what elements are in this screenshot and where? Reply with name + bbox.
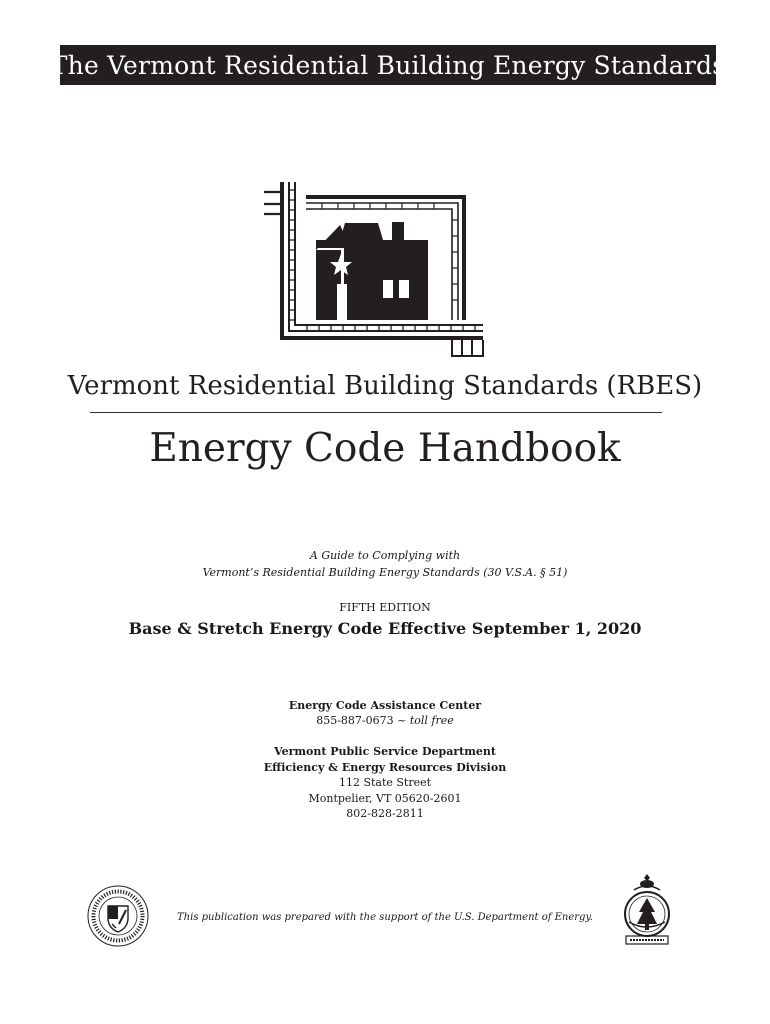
department-of-energy-seal-icon — [86, 884, 150, 948]
city-address: Montpelier, VT 05620-2601 — [308, 792, 462, 805]
phone-number: 855-887-0673 ~ — [316, 714, 410, 727]
phone-note: toll free — [409, 714, 454, 727]
street-address: 112 State Street — [338, 776, 432, 789]
house-star-logo — [262, 180, 488, 362]
divider — [90, 412, 662, 413]
page-title: Energy Code Handbook — [149, 426, 621, 471]
subtitle: Vermont Residential Building Standards (RBES) — [67, 371, 703, 401]
edition-label: FIFTH EDITION — [339, 601, 431, 614]
assistance-phone — [0, 714, 770, 727]
guide-line-1: A Guide to Complying with — [309, 549, 461, 562]
department-phone: 802-828-2811 — [346, 807, 424, 820]
division-name: Efficiency & Energy Resources Division — [263, 761, 507, 774]
header-banner — [50, 45, 726, 85]
vermont-state-seal-icon — [620, 872, 674, 948]
guide-line-2: Vermont’s Residential Building Energy Standards (30 V.S.A. § 51) — [202, 566, 568, 579]
department-name: Vermont Public Service Department — [274, 745, 496, 758]
banner-title: The Vermont Residential Building Energy Standards — [50, 50, 726, 80]
effective-date: Base & Stretch Energy Code Effective September 1, 2020 — [128, 619, 642, 638]
assistance-center-name: Energy Code Assistance Center — [288, 699, 482, 712]
support-note: This publication was prepared with the support of the U.S. Department of Energy. — [177, 912, 593, 923]
